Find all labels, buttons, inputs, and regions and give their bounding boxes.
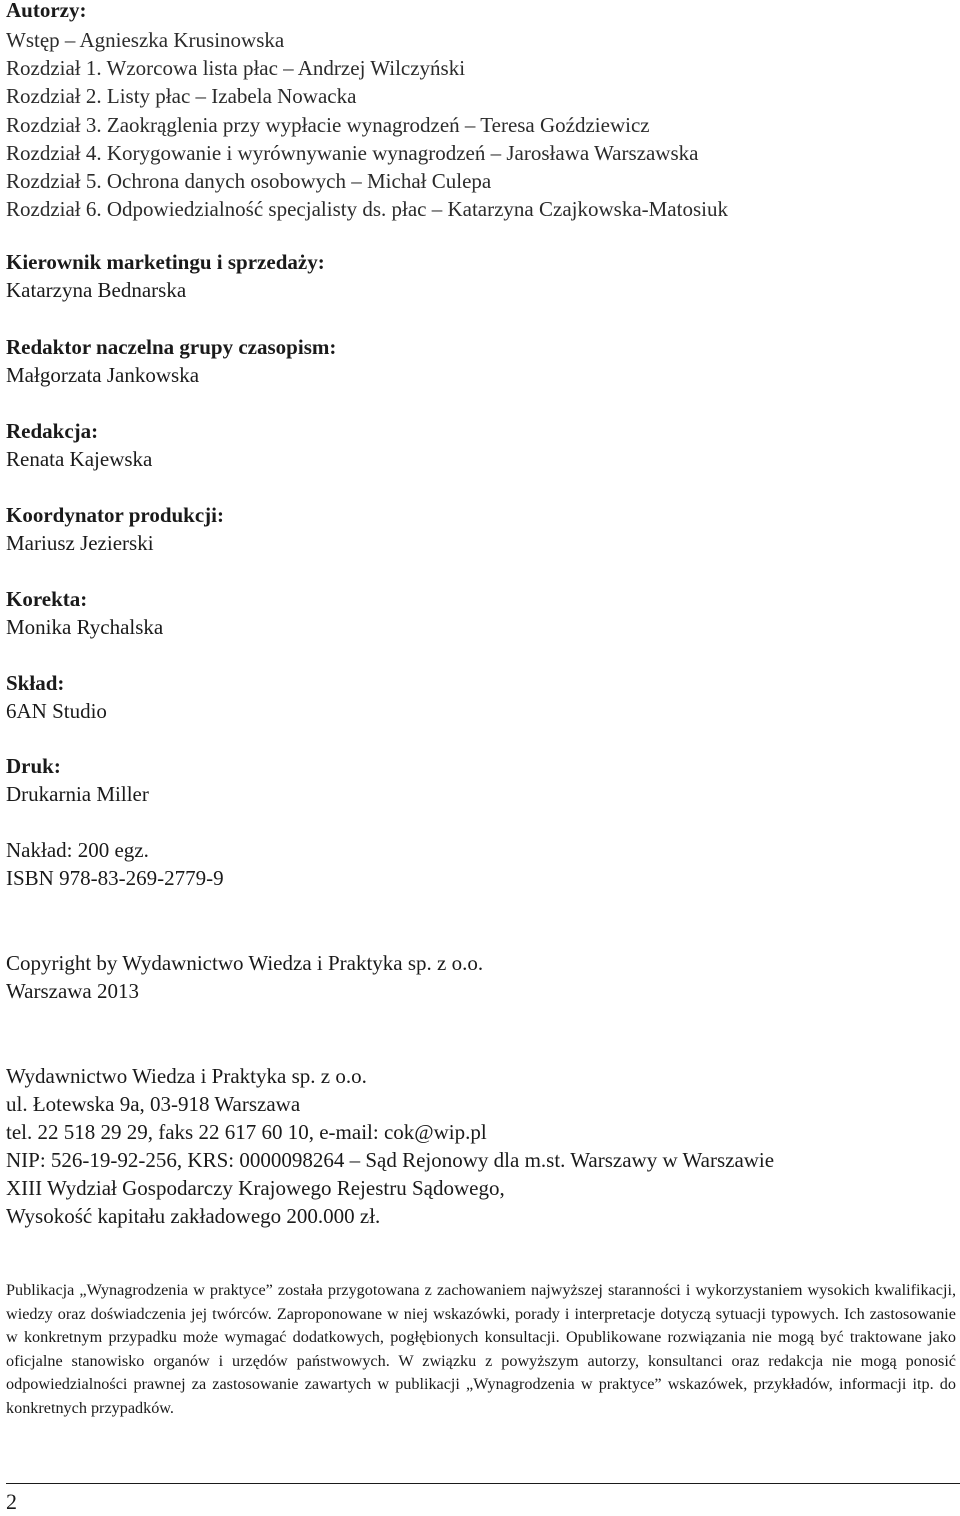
credit-proofreading (6, 585, 163, 641)
footer-rule (6, 1483, 960, 1484)
author-line: Rozdział 1. Wzorcowa lista płac – Andrzej Wilczyński (6, 56, 466, 81)
credit-editing (6, 417, 152, 473)
publisher-line: Wysokość kapitału zakładowego 200.000 zł. (6, 1204, 381, 1228)
copyright (6, 949, 483, 1005)
credit-typesetting (6, 669, 107, 725)
credit-label: Kierownik marketingu i sprzedaży: (6, 250, 325, 274)
publisher-line: XIII Wydział Gospodarczy Krajowego Rejestru Sądowego, (6, 1176, 505, 1200)
credit-value: 6AN Studio (6, 699, 107, 723)
author-line: Rozdział 6. Odpowiedzialność specjalisty ds. płac – Katarzyna Czajkowska-Matosiuk (6, 197, 728, 222)
credit-print (6, 752, 149, 808)
author-line: Rozdział 4. Korygowanie i wyrównywanie wynagrodzeń – Jarosława Warszawska (6, 140, 699, 165)
credit-label: Redaktor naczelna grupy czasopism: (6, 335, 337, 359)
author-line: Wstęp – Agnieszka Krusinowska (6, 28, 285, 52)
publisher-line: tel. 22 518 29 29, faks 22 617 60 10, e-mail: cok@wip.pl (6, 1120, 487, 1144)
copyright-line: Copyright by Wydawnictwo Wiedza i Praktyka sp. z o.o. (6, 951, 484, 975)
credit-production (6, 501, 224, 557)
credit-label: Druk: (6, 754, 61, 778)
authors-list (6, 26, 728, 223)
authors-heading: Autorzy: (6, 0, 87, 22)
authors-section (6, 0, 728, 223)
author-line: Rozdział 2. Listy płac – Izabela Nowacka (6, 84, 357, 109)
credit-label: Skład: (6, 671, 65, 695)
publisher-line: NIP: 526-19-92-256, KRS: 0000098264 – Sąd Rejonowy dla m.st. Warszawy w Warszawie (6, 1148, 775, 1172)
credit-value: Drukarnia Miller (6, 782, 149, 806)
disclaimer-paragraph: Publikacja „Wynagrodzenia w praktyce” została przygotowana z zachowaniem najwyższej staranności i wykorzystaniem wysokich kwalifikacji, wiedzy oraz doświadczenia jej twórców. Zaproponowane w niej wskazówki, porady i interpretacje dotyczą sytuacji typowych. Ich zastosowanie w konkretnym przypadku może wymagać dodatkowych, pogłębionych konsultacji. Opublikowane rozwiązania nie mogą być traktowane jako oficjalne stanowisko organów i urzędów państwowych. W związku z powyższym autorzy, konsultanci oraz redakcja nie mogą ponosić odpowiedzialności prawnej za zastosowanie zawartych w publikacji „Wynagrodzenia w praktyce” wskazówek, przykładów, informacji itp. do konkretnych przypadków. (6, 1281, 956, 1417)
credit-label: Korekta: (6, 587, 88, 611)
author-line: Rozdział 5. Ochrona danych osobowych – Michał Culepa (6, 169, 492, 194)
publisher-line: Wydawnictwo Wiedza i Praktyka sp. z o.o. (6, 1064, 367, 1088)
credit-value: Mariusz Jezierski (6, 531, 154, 555)
credit-value: Renata Kajewska (6, 447, 153, 471)
credit-label: Koordynator produkcji: (6, 503, 224, 527)
print-info (6, 836, 224, 892)
isbn: ISBN 978-83-269-2779-9 (6, 866, 224, 890)
publisher-line: ul. Łotewska 9a, 03-918 Warszawa (6, 1092, 301, 1116)
publisher-info (6, 1062, 774, 1230)
page-number: 2 (6, 1489, 17, 1514)
credit-value: Katarzyna Bednarska (6, 278, 187, 302)
author-line: Rozdział 3. Zaokrąglenia przy wypłacie wynagrodzeń – Teresa Goździewicz (6, 112, 650, 137)
credit-value: Małgorzata Jankowska (6, 363, 200, 387)
print-run: Nakład: 200 egz. (6, 838, 149, 862)
credit-editor-in-chief (6, 333, 336, 389)
copyright-year: Warszawa 2013 (6, 979, 140, 1003)
credit-label: Redakcja: (6, 419, 99, 443)
credit-marketing (6, 248, 325, 304)
credit-value: Monika Rychalska (6, 615, 164, 639)
